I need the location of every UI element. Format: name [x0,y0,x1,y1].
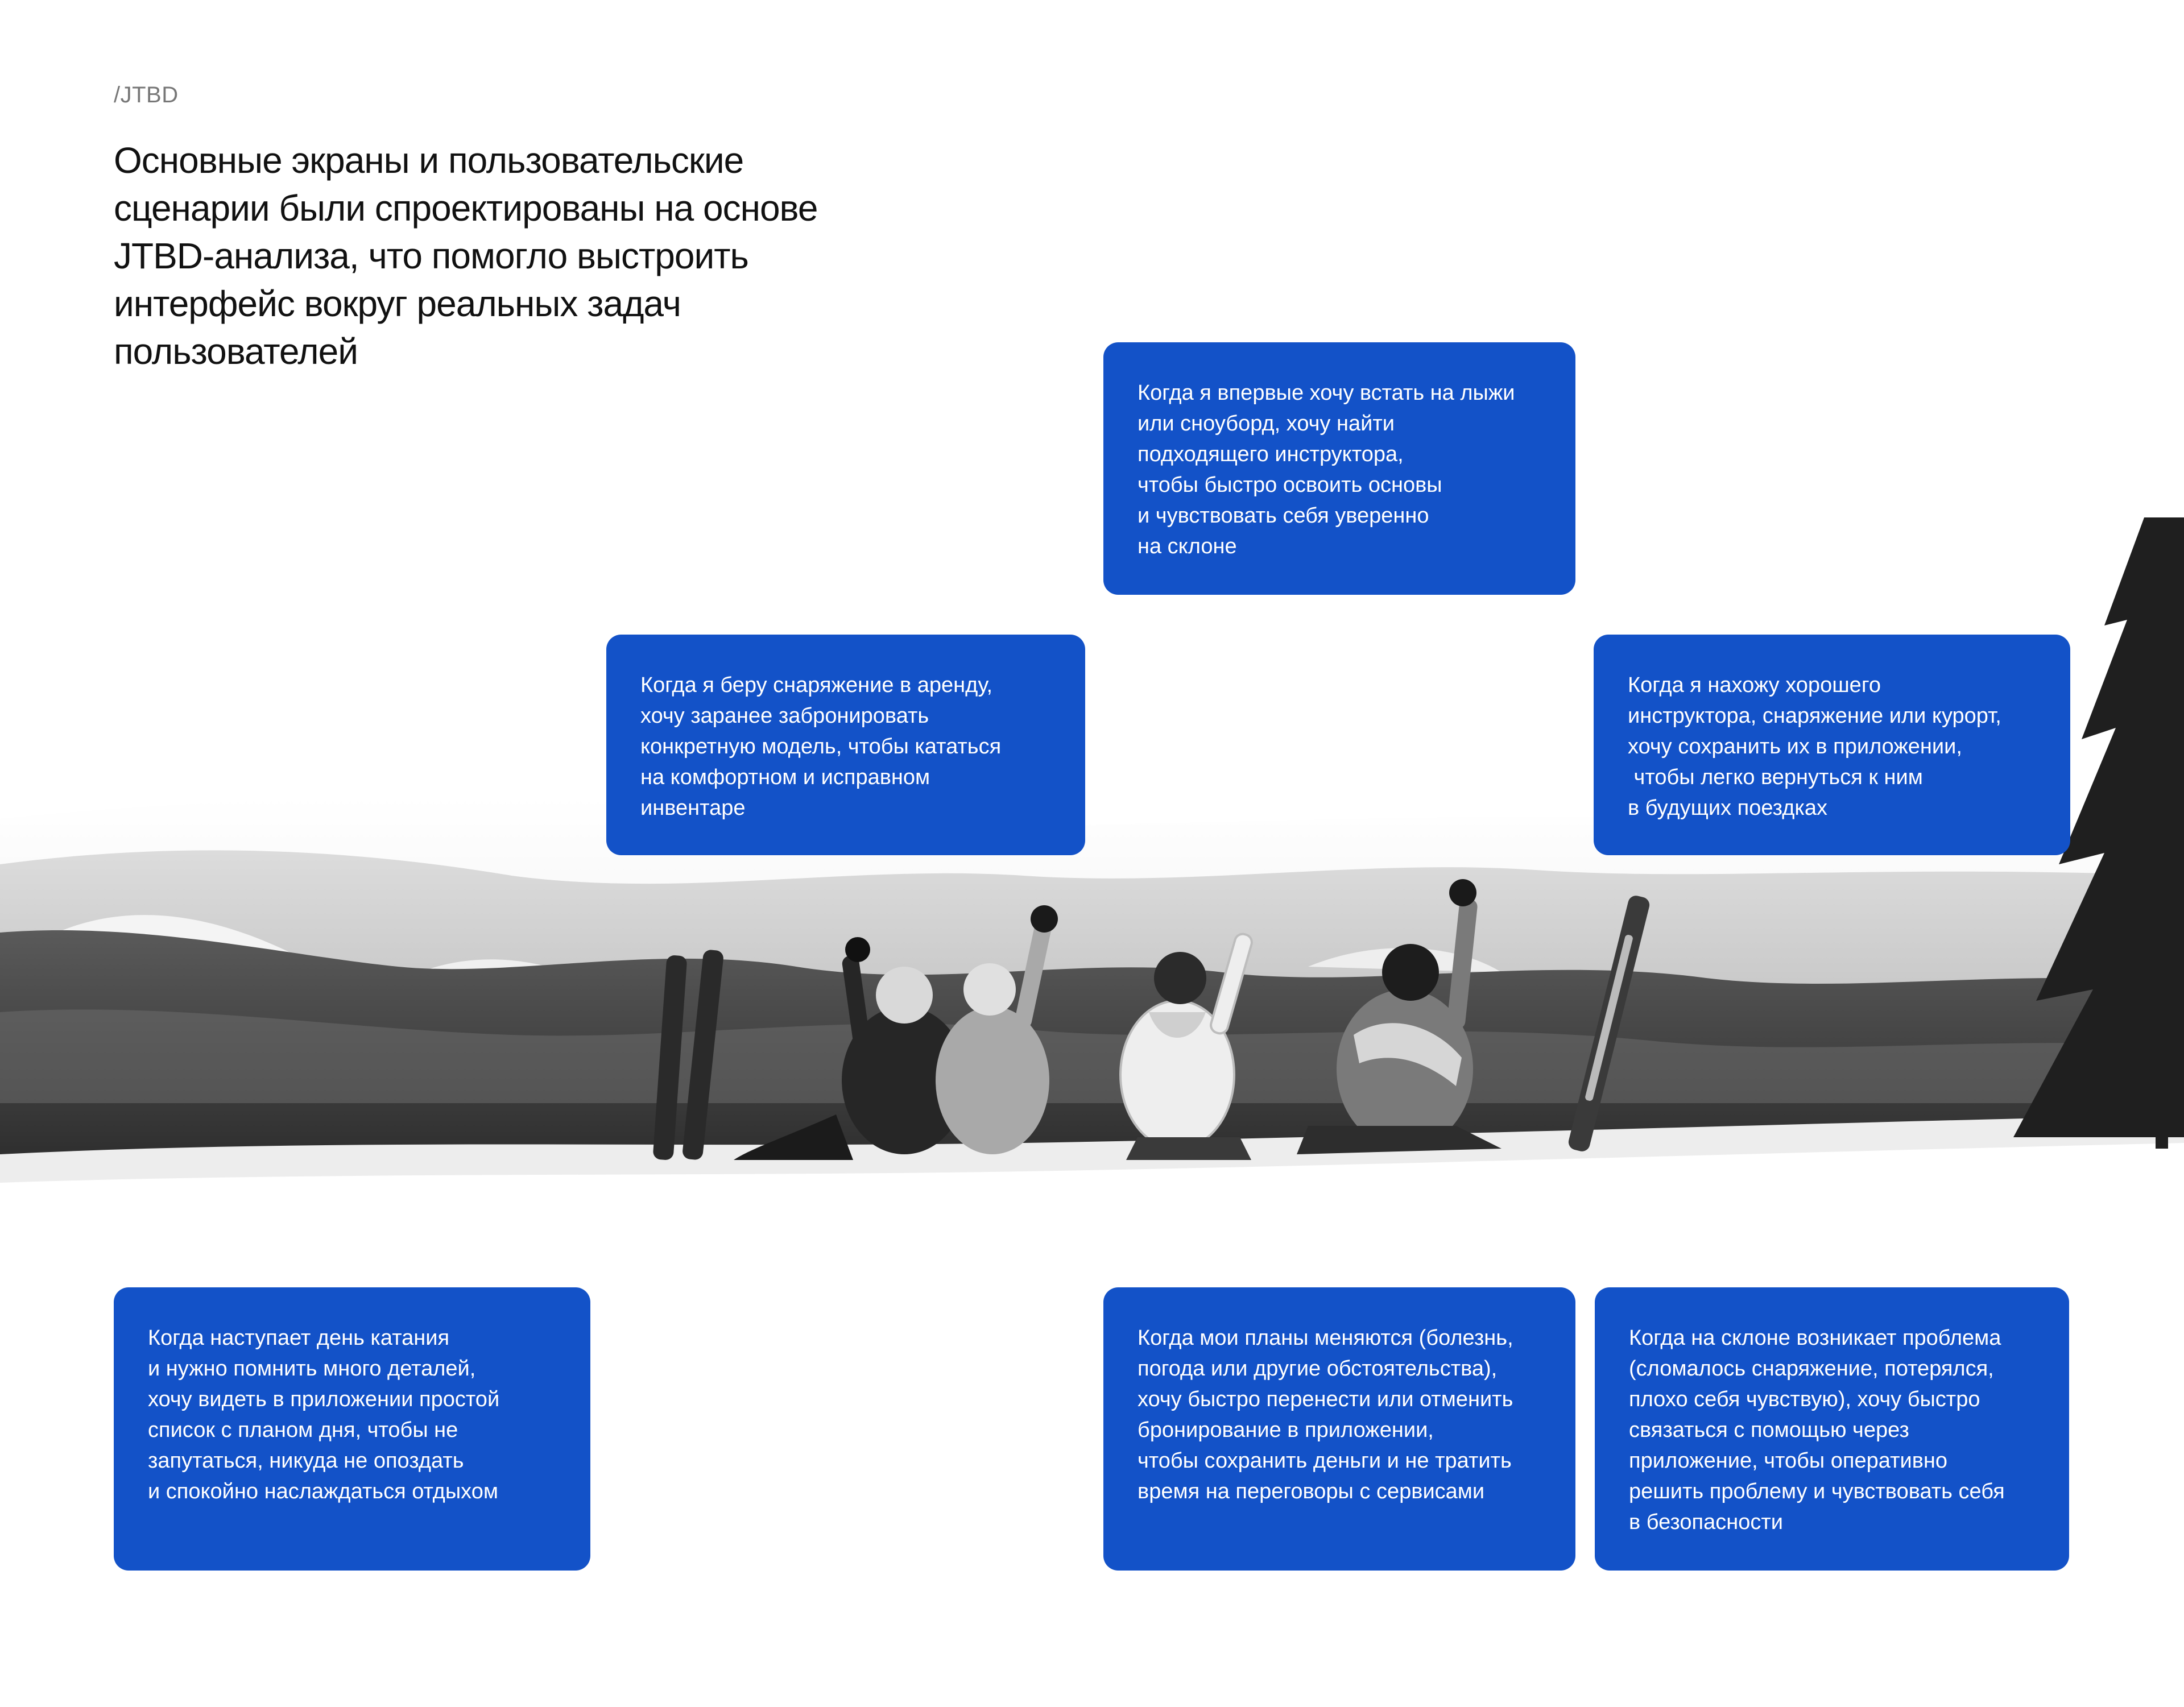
card-text-line: хочу видеть в приложении простой [148,1387,500,1411]
card-text-line: и чувствовать себя уверенно [1138,504,1429,528]
headline-line: пользователей [114,331,358,372]
card-text-line: Когда наступает день катания [148,1326,450,1350]
card-text-line: на комфортном и исправном [640,765,930,789]
section-tag: /JTBD [114,82,179,107]
card-text-line: Когда на склоне возникает проблема [1629,1326,2001,1350]
jtbd-card-emergency-help [1595,1287,2069,1571]
jtbd-card-day-plan [114,1287,590,1571]
card-text-line: в безопасности [1629,1510,1783,1534]
jtbd-card-equipment-rental [606,635,1085,855]
page-headline [114,136,899,375]
card-text-line: инвентаре [640,796,746,820]
card-text-line: приложение, чтобы оперативно [1629,1449,1948,1473]
card-text-line: чтобы сохранить деньги и не тратить [1138,1449,1512,1473]
jtbd-card-save-favorites [1594,635,2070,855]
card-text-line: в будущих поездках [1628,796,1827,820]
card-text-line: список с планом дня, чтобы не [148,1418,458,1442]
card-text-line: время на переговоры с сервисами [1138,1480,1485,1503]
headline-line: Основные экраны и пользовательские [114,140,744,181]
card-text-line: Когда я беру снаряжение в аренду, [640,673,993,697]
card-text-line: конкретную модель, чтобы кататься [640,735,1002,759]
card-text-line: (сломалось снаряжение, потерялся, [1629,1357,1994,1381]
card-text-line: связаться с помощью через [1629,1418,1909,1442]
card-text-line: запутаться, никуда не опоздать [148,1449,464,1473]
card-text-line: хочу сохранить их в приложении, [1628,735,1962,759]
card-text-line: Когда мои планы меняются (болезнь, [1138,1326,1513,1350]
card-text-line: чтобы быстро освоить основы [1138,473,1442,497]
jtbd-card-reschedule [1103,1287,1575,1571]
card-text-line: подходящего инструктора, [1138,442,1404,466]
card-text-line: или сноуборд, хочу найти [1138,412,1395,436]
jtbd-card-first-lesson [1103,342,1575,595]
card-text-line: и спокойно наслаждаться отдыхом [148,1480,498,1503]
headline-line: JTBD-анализа, что помогло выстроить [114,235,748,276]
card-text-line: Когда я впервые хочу встать на лыжи [1138,381,1515,405]
card-text-line: погода или другие обстоятельства), [1138,1357,1498,1381]
card-text-line: на склоне [1138,535,1237,558]
card-text-line: хочу заранее забронировать [640,704,929,728]
headline-line: интерфейс вокруг реальных задач [114,283,681,324]
headline-line: сценарии были спроектированы на основе [114,188,818,229]
card-text-line: инструктора, снаряжение или курорт, [1628,704,2001,728]
card-text-line: и нужно помнить много деталей, [148,1357,476,1381]
card-text-line: решить проблему и чувствовать себя [1629,1480,2005,1503]
card-text-line: хочу быстро перенести или отменить [1138,1387,1513,1411]
card-text-line: чтобы легко вернуться к ним [1628,765,1923,789]
ski-slope-photo [0,500,2184,1262]
card-text-line: Когда я нахожу хорошего [1628,673,1881,697]
card-text-line: бронирование в приложении, [1138,1418,1434,1442]
card-text-line: плохо себя чувствую), хочу быстро [1629,1387,1980,1411]
